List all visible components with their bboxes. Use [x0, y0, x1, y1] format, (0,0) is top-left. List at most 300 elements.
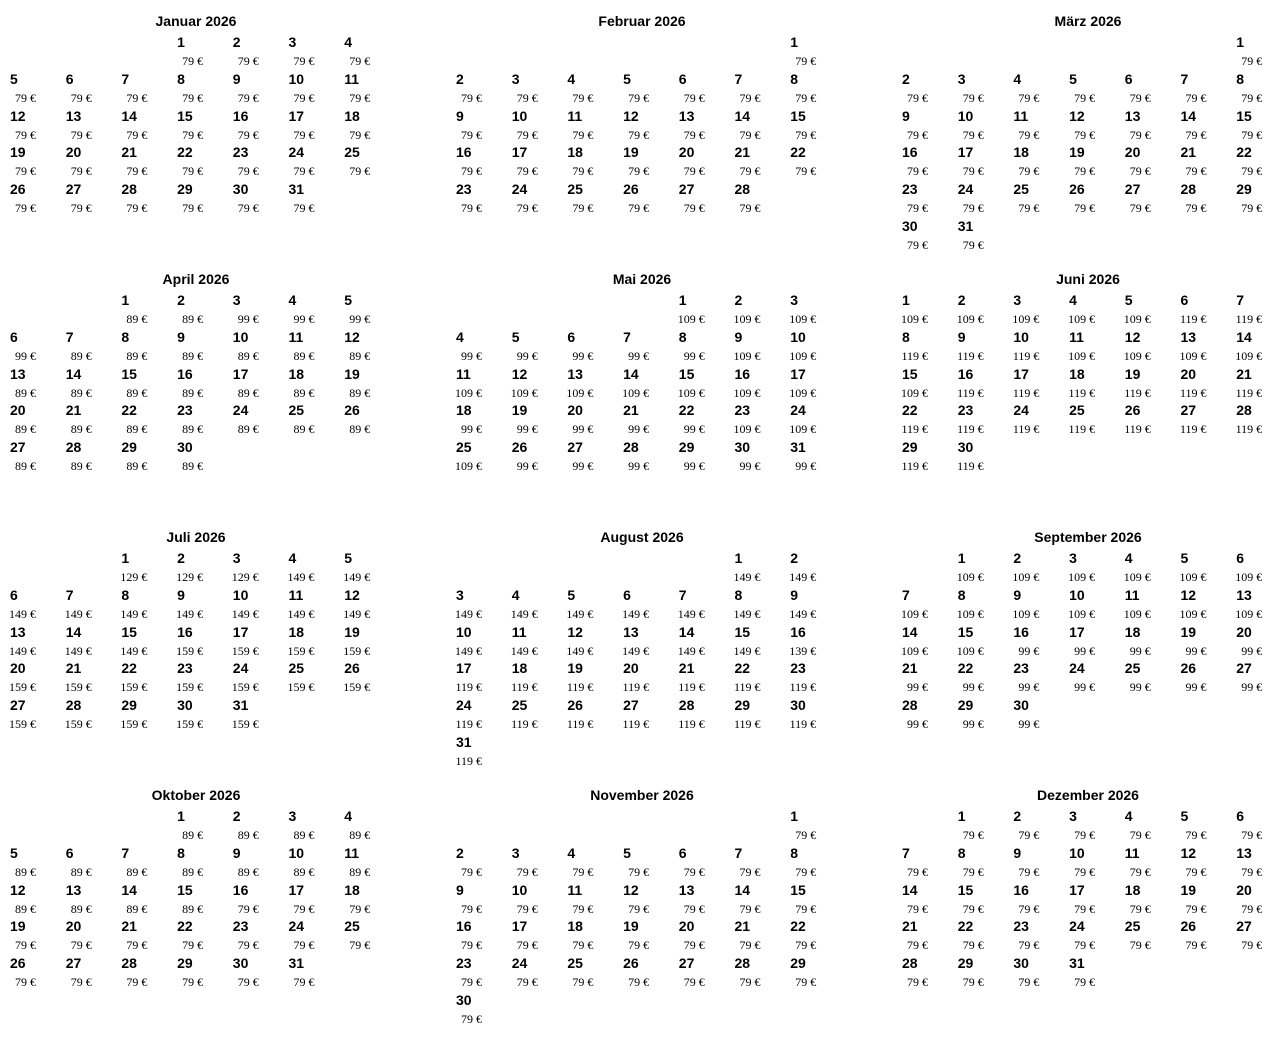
- day-number: 20: [10, 402, 26, 419]
- day-number: 4: [1124, 550, 1133, 566]
- day-number: 21: [902, 660, 918, 677]
- day-number: 26: [623, 181, 639, 198]
- day-number: 6: [65, 70, 74, 87]
- day-price: 119 €: [511, 717, 538, 732]
- day-price: 79 €: [349, 938, 371, 953]
- day-price: 89 €: [126, 901, 148, 916]
- day-price: 79 €: [15, 127, 36, 142]
- day-price: 89 €: [182, 828, 204, 842]
- day-number: 6: [10, 328, 18, 345]
- day-number: 14: [1236, 328, 1252, 345]
- day-price: 79 €: [683, 90, 705, 105]
- day-price: 89 €: [182, 422, 204, 437]
- day-price: 79 €: [628, 90, 650, 105]
- day-price: 79 €: [739, 938, 761, 953]
- day-price: 79 €: [15, 201, 36, 216]
- day-number: 9: [734, 328, 743, 345]
- day-price: 149 €: [231, 606, 259, 621]
- day-number: 30: [232, 955, 249, 972]
- day-price: 79 €: [1241, 54, 1263, 68]
- day-price: 79 €: [1074, 901, 1096, 916]
- day-number: 25: [567, 181, 583, 198]
- day-price: 89 €: [15, 459, 36, 474]
- day-number: 3: [1013, 292, 1022, 308]
- day-price: 89 €: [70, 901, 92, 916]
- day-price: 79 €: [1185, 828, 1207, 842]
- day-number: 22: [177, 144, 193, 161]
- day-price: 149 €: [176, 606, 204, 621]
- day-number: 30: [957, 439, 974, 456]
- day-price: 109 €: [956, 312, 984, 326]
- day-price: 79 €: [907, 90, 928, 105]
- day-number: 27: [678, 181, 695, 198]
- day-number: 16: [790, 623, 806, 640]
- day-number: 18: [1069, 365, 1085, 382]
- day-number: 14: [121, 107, 137, 124]
- day-number: 27: [10, 697, 26, 714]
- day-number: 4: [344, 808, 352, 824]
- day-number: 8: [790, 844, 798, 861]
- day-number: 4: [1124, 808, 1133, 824]
- day-price: 109 €: [1235, 348, 1263, 363]
- day-price: 149 €: [566, 606, 594, 621]
- day-price: 109 €: [789, 385, 817, 400]
- day-price: 79 €: [962, 127, 984, 142]
- day-number: 2: [902, 70, 910, 87]
- day-number: 2: [790, 550, 798, 566]
- day-price: 79 €: [1241, 938, 1263, 953]
- month-title: Mai 2026: [612, 271, 672, 287]
- day-number: 16: [1013, 623, 1029, 640]
- day-number: 22: [790, 918, 806, 935]
- day-price: 79 €: [739, 901, 761, 916]
- day-number: 25: [344, 144, 360, 161]
- day-number: 21: [734, 918, 751, 935]
- day-number: 4: [344, 34, 352, 50]
- day-price: 79 €: [795, 864, 817, 879]
- day-price: 109 €: [677, 312, 705, 326]
- day-number: 29: [177, 955, 193, 972]
- day-price: 79 €: [907, 127, 928, 142]
- day-price: 79 €: [516, 864, 538, 879]
- day-price: 79 €: [126, 164, 148, 179]
- day-number: 26: [567, 697, 583, 714]
- day-number: 27: [1124, 181, 1141, 198]
- day-number: 1: [177, 34, 185, 50]
- day-price: 79 €: [237, 127, 259, 142]
- day-price: 119 €: [957, 348, 984, 363]
- day-number: 3: [1069, 808, 1077, 824]
- day-number: 19: [344, 365, 360, 382]
- day-price: 79 €: [1241, 90, 1263, 105]
- day-number: 29: [678, 439, 695, 456]
- day-price: 109 €: [733, 312, 761, 326]
- day-number: 28: [902, 955, 918, 972]
- day-price: 99 €: [1129, 680, 1151, 695]
- day-price: 99 €: [683, 422, 705, 437]
- day-price: 79 €: [70, 164, 92, 179]
- day-price: 89 €: [126, 312, 148, 326]
- day-price: 149 €: [566, 643, 594, 658]
- day-price: 79 €: [1018, 201, 1040, 216]
- day-number: 30: [734, 439, 751, 456]
- day-price: 89 €: [182, 348, 204, 363]
- day-price: 109 €: [510, 385, 538, 400]
- day-number: 17: [1069, 881, 1085, 898]
- day-number: 23: [734, 402, 751, 419]
- day-number: 30: [177, 439, 193, 456]
- day-number: 4: [1013, 70, 1022, 87]
- day-number: 3: [511, 70, 520, 87]
- day-price: 89 €: [237, 348, 259, 363]
- day-price: 79 €: [293, 975, 315, 990]
- day-price: 119 €: [1179, 422, 1207, 437]
- day-number: 12: [344, 586, 360, 603]
- day-price: 79 €: [461, 164, 482, 179]
- day-number: 25: [1069, 402, 1085, 419]
- day-price: 79 €: [1074, 938, 1096, 953]
- day-price: 79 €: [1185, 201, 1207, 216]
- day-number: 12: [567, 623, 583, 640]
- day-price: 79 €: [15, 975, 36, 990]
- day-number: 10: [511, 107, 528, 124]
- day-number: 29: [734, 697, 751, 714]
- day-price: 159 €: [343, 680, 371, 695]
- day-price: 99 €: [795, 459, 817, 474]
- day-number: 8: [121, 586, 130, 603]
- day-number: 28: [65, 697, 82, 714]
- day-price: 79 €: [1074, 975, 1096, 990]
- day-price: 79 €: [962, 828, 984, 842]
- day-price: 99 €: [572, 422, 594, 437]
- day-number: 22: [121, 402, 137, 419]
- month-title: Januar 2026: [155, 13, 237, 29]
- day-number: 21: [121, 144, 137, 161]
- day-price: 79 €: [683, 201, 705, 216]
- day-price: 79 €: [1129, 127, 1151, 142]
- day-number: 28: [623, 439, 639, 456]
- day-price: 89 €: [237, 864, 259, 879]
- day-price: 149 €: [733, 606, 761, 621]
- day-price: 119 €: [1235, 385, 1263, 400]
- day-price: 99 €: [1185, 680, 1207, 695]
- day-number: 3: [232, 550, 241, 566]
- day-number: 24: [232, 660, 249, 677]
- day-price: 79 €: [683, 127, 705, 142]
- day-number: 19: [623, 918, 639, 935]
- day-number: 18: [511, 660, 528, 677]
- day-number: 9: [1013, 844, 1022, 861]
- day-price: 79 €: [1129, 938, 1151, 953]
- day-number: 8: [957, 586, 966, 603]
- day-number: 3: [1069, 550, 1077, 566]
- day-price: 89 €: [293, 422, 315, 437]
- day-price: 89 €: [126, 864, 148, 879]
- day-price: 149 €: [733, 643, 761, 658]
- day-number: 30: [177, 697, 193, 714]
- day-number: 9: [232, 844, 241, 861]
- day-number: 11: [1124, 844, 1140, 861]
- day-price: 79 €: [237, 54, 259, 68]
- day-price: 109 €: [622, 385, 650, 400]
- day-price: 79 €: [293, 127, 315, 142]
- day-number: 10: [232, 586, 249, 603]
- day-price: 119 €: [566, 680, 594, 695]
- day-number: 15: [957, 881, 974, 898]
- day-price: 79 €: [15, 164, 36, 179]
- day-price: 99 €: [237, 312, 259, 326]
- day-price: 79 €: [683, 164, 705, 179]
- day-number: 31: [456, 734, 472, 750]
- day-number: 22: [121, 660, 137, 677]
- day-price: 79 €: [516, 164, 538, 179]
- day-number: 6: [65, 844, 74, 861]
- day-price: 79 €: [1241, 864, 1263, 879]
- day-price: 99 €: [962, 680, 984, 695]
- day-number: 27: [1236, 918, 1252, 935]
- day-number: 15: [790, 881, 806, 898]
- day-number: 15: [177, 881, 193, 898]
- day-number: 26: [1069, 181, 1085, 198]
- day-number: 26: [344, 660, 360, 677]
- day-number: 12: [1180, 844, 1197, 861]
- day-price: 89 €: [237, 828, 259, 842]
- day-price: 79 €: [572, 127, 594, 142]
- day-number: 20: [1236, 881, 1252, 898]
- day-price: 99 €: [516, 348, 538, 363]
- day-price: 89 €: [293, 385, 315, 400]
- day-price: 99 €: [1018, 643, 1040, 658]
- day-price: 129 €: [231, 570, 259, 584]
- day-number: 5: [511, 328, 520, 345]
- month-title: Juni 2026: [1056, 271, 1120, 287]
- day-number: 10: [288, 844, 305, 861]
- day-price: 119 €: [1012, 385, 1040, 400]
- day-price: 119 €: [789, 717, 817, 732]
- day-number: 12: [344, 328, 360, 345]
- day-number: 24: [790, 402, 806, 419]
- day-price: 89 €: [349, 422, 371, 437]
- day-price: 119 €: [678, 680, 705, 695]
- day-number: 6: [678, 844, 687, 861]
- day-price: 109 €: [1012, 570, 1040, 584]
- day-price: 79 €: [1241, 201, 1263, 216]
- day-price: 149 €: [64, 643, 92, 658]
- day-number: 13: [623, 623, 639, 640]
- day-price: 159 €: [287, 680, 315, 695]
- day-price: 149 €: [343, 606, 371, 621]
- day-number: 17: [232, 365, 249, 382]
- day-price: 79 €: [628, 127, 650, 142]
- day-price: 79 €: [461, 1012, 482, 1026]
- day-price: 79 €: [962, 164, 984, 179]
- day-number: 1: [790, 808, 798, 824]
- day-number: 19: [1124, 365, 1141, 382]
- day-number: 31: [288, 181, 305, 198]
- day-price: 79 €: [349, 901, 371, 916]
- day-number: 5: [1180, 550, 1189, 566]
- day-price: 109 €: [1068, 606, 1096, 621]
- day-price: 79 €: [962, 975, 984, 990]
- day-price: 99 €: [1241, 643, 1263, 658]
- day-number: 11: [1124, 586, 1140, 603]
- day-number: 7: [902, 844, 910, 861]
- day-number: 13: [10, 623, 26, 640]
- day-number: 30: [456, 992, 472, 1008]
- day-price: 149 €: [789, 570, 817, 584]
- day-price: 159 €: [176, 643, 204, 658]
- day-number: 29: [121, 439, 137, 456]
- day-number: 25: [511, 697, 528, 714]
- day-price: 159 €: [343, 643, 371, 658]
- day-number: 11: [567, 107, 583, 124]
- day-price: 79 €: [182, 127, 204, 142]
- day-price: 89 €: [293, 348, 315, 363]
- day-price: 129 €: [120, 570, 148, 584]
- day-number: 22: [902, 402, 918, 419]
- day-price: 79 €: [70, 127, 92, 142]
- day-number: 23: [232, 144, 249, 161]
- day-price: 79 €: [739, 90, 761, 105]
- day-price: 89 €: [237, 422, 259, 437]
- day-number: 9: [232, 70, 241, 87]
- day-number: 3: [957, 70, 966, 87]
- day-number: 12: [511, 365, 528, 382]
- day-number: 1: [957, 550, 966, 566]
- day-price: 79 €: [683, 901, 705, 916]
- day-number: 3: [790, 292, 798, 308]
- day-number: 2: [957, 292, 966, 308]
- day-price: 79 €: [237, 938, 259, 953]
- day-number: 22: [1236, 144, 1252, 161]
- day-price: 99 €: [907, 680, 928, 695]
- day-price: 149 €: [343, 570, 371, 584]
- day-price: 79 €: [1129, 90, 1151, 105]
- day-price: 119 €: [455, 717, 482, 732]
- day-number: 29: [902, 439, 918, 456]
- day-price: 79 €: [1018, 90, 1040, 105]
- day-price: 159 €: [9, 717, 36, 732]
- day-number: 1: [1236, 34, 1244, 50]
- day-price: 99 €: [1185, 643, 1207, 658]
- day-number: 10: [511, 881, 528, 898]
- day-number: 7: [623, 328, 631, 345]
- day-number: 14: [1180, 107, 1197, 124]
- day-number: 12: [10, 881, 26, 898]
- day-number: 27: [623, 697, 639, 714]
- day-number: 13: [678, 881, 695, 898]
- day-price: 79 €: [349, 90, 371, 105]
- day-number: 17: [456, 660, 472, 677]
- day-number: 24: [1069, 660, 1085, 677]
- day-number: 2: [232, 808, 241, 824]
- day-price: 79 €: [1129, 828, 1151, 842]
- day-number: 21: [121, 918, 137, 935]
- day-number: 12: [1124, 328, 1141, 345]
- day-number: 26: [511, 439, 528, 456]
- day-price: 119 €: [566, 717, 594, 732]
- day-price: 79 €: [795, 828, 817, 842]
- day-number: 10: [232, 328, 249, 345]
- day-price: 79 €: [182, 90, 204, 105]
- day-number: 18: [344, 881, 360, 898]
- day-price: 79 €: [293, 938, 315, 953]
- day-price: 119 €: [1235, 422, 1263, 437]
- day-price: 109 €: [566, 385, 594, 400]
- day-number: 28: [1180, 181, 1197, 198]
- day-price: 119 €: [957, 385, 984, 400]
- day-number: 10: [1013, 328, 1029, 345]
- day-price: 109 €: [901, 643, 928, 658]
- day-number: 29: [121, 697, 137, 714]
- day-number: 8: [678, 328, 687, 345]
- day-number: 16: [232, 107, 249, 124]
- day-price: 119 €: [733, 680, 761, 695]
- day-number: 23: [1013, 660, 1029, 677]
- day-number: 1: [177, 808, 185, 824]
- day-price: 109 €: [1068, 312, 1096, 326]
- day-number: 5: [344, 292, 352, 308]
- day-price: 79 €: [15, 90, 36, 105]
- day-price: 79 €: [572, 90, 594, 105]
- day-number: 5: [10, 844, 18, 861]
- day-number: 22: [957, 918, 974, 935]
- day-price: 119 €: [1179, 385, 1207, 400]
- day-number: 5: [1069, 70, 1077, 87]
- day-price: 79 €: [572, 938, 594, 953]
- day-price: 79 €: [1241, 164, 1263, 179]
- day-number: 3: [288, 808, 297, 824]
- day-price: 79 €: [516, 901, 538, 916]
- day-number: 13: [678, 107, 695, 124]
- day-price: 109 €: [789, 312, 817, 326]
- day-price: 79 €: [1129, 901, 1151, 916]
- day-number: 12: [623, 881, 639, 898]
- day-price: 79 €: [1074, 201, 1096, 216]
- day-price: 79 €: [739, 864, 761, 879]
- day-price: 119 €: [901, 348, 928, 363]
- day-price: 89 €: [293, 864, 315, 879]
- day-number: 15: [902, 365, 918, 382]
- day-number: 7: [121, 844, 130, 861]
- day-number: 27: [65, 181, 82, 198]
- day-number: 11: [456, 365, 471, 382]
- day-price: 79 €: [1018, 938, 1040, 953]
- day-price: 79 €: [962, 938, 984, 953]
- day-price: 149 €: [622, 606, 650, 621]
- day-price: 79 €: [1018, 864, 1040, 879]
- day-price: 89 €: [15, 864, 36, 879]
- day-number: 4: [288, 550, 297, 566]
- day-number: 16: [232, 881, 249, 898]
- day-number: 2: [1013, 808, 1022, 824]
- day-number: 1: [957, 808, 966, 824]
- day-number: 29: [957, 955, 974, 972]
- day-price: 79 €: [907, 901, 928, 916]
- day-price: 79 €: [683, 938, 705, 953]
- day-price: 79 €: [461, 975, 482, 990]
- day-price: 159 €: [9, 680, 36, 695]
- month-title: März 2026: [1054, 13, 1122, 29]
- day-price: 159 €: [64, 680, 92, 695]
- month-title: Oktober 2026: [151, 787, 241, 803]
- day-number: 14: [65, 623, 82, 640]
- day-number: 1: [734, 550, 743, 566]
- day-price: 119 €: [1124, 385, 1151, 400]
- day-number: 13: [10, 365, 26, 382]
- day-price: 109 €: [1012, 312, 1040, 326]
- day-price: 79 €: [1129, 864, 1151, 879]
